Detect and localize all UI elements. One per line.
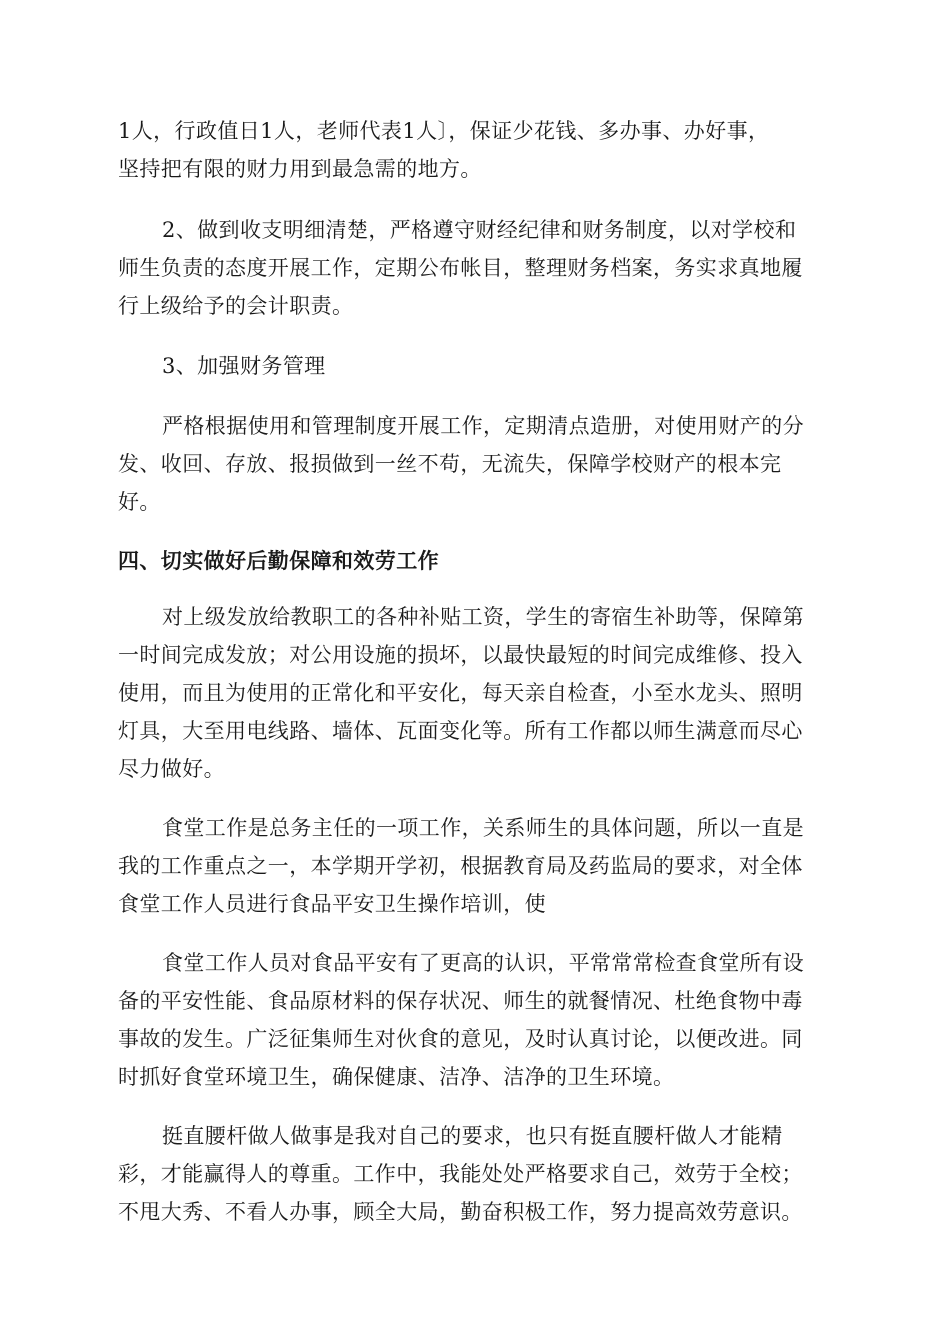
text-line: [118, 211, 833, 249]
text-line: 食堂工作人员进行食品平安卫生操作培训，使: [118, 892, 546, 916]
text-line: [118, 1117, 833, 1155]
paragraph-item-3: [118, 347, 833, 385]
text-line: [118, 347, 833, 385]
text-line: [118, 598, 833, 636]
text-line: 1人，行政值日1人，老师代表1人〕，保证少花钱、多办事、办好事，: [118, 119, 770, 143]
paragraph-personal-conduct: [118, 1117, 833, 1231]
paragraph-canteen-work: [118, 809, 833, 923]
text-line: 使用，而且为使用的正常化和平安化，每天亲自检查，小至水龙头、照明: [118, 681, 803, 705]
text-line-content: 食堂工作人员对食品平安有了更高的认识，平常常常检查食堂所有设: [162, 951, 804, 975]
paragraph-canteen-staff: [118, 944, 833, 1096]
text-line: 一时间完成发放；对公用设施的损坏，以最快最短的时间完成维修、投入: [118, 643, 803, 667]
text-line: 不甩大秀、不看人办事，顾全大局，勤奋积极工作，努力提高效劳意识。: [118, 1200, 803, 1224]
text-line: 尽力做好。: [118, 757, 225, 781]
section-heading-4: 四、切实做好后勤保障和效劳工作: [118, 549, 439, 573]
text-line-content: 3、加强财务管理: [162, 354, 326, 378]
paragraph-item-2: [118, 211, 833, 325]
text-line-content: 挺直腰杆做人做事是我对自己的要求，也只有挺直腰杆做人才能精: [162, 1124, 783, 1148]
paragraph-asset-management: [118, 407, 833, 521]
text-line: 行上级给予的会计职责。: [118, 294, 354, 318]
paragraph-subsidies-maintenance: [118, 598, 833, 788]
text-line: [118, 809, 833, 847]
text-line: 师生负责的态度开展工作，定期公布帐目，整理财务档案，务实求真地履: [118, 256, 803, 280]
text-line-content: 对上级发放给教职工的各种补贴工资，学生的寄宿生补助等，保障第: [162, 605, 804, 629]
paragraph-committee-continuation: [118, 112, 833, 188]
text-line: 备的平安性能、食品原材料的保存状况、师生的就餐情况、杜绝食物中毒: [118, 989, 803, 1013]
text-line: 事故的发生。广泛征集师生对伙食的意见，及时认真讨论，以便改进。同: [118, 1027, 803, 1051]
text-line: 灯具，大至用电线路、墙体、瓦面变化等。所有工作都以师生满意而尽心: [118, 719, 803, 743]
text-line: 我的工作重点之一，本学期开学初，根据教育局及药监局的要求，对全体: [118, 854, 803, 878]
text-line-content: 食堂工作是总务主任的一项工作，关系师生的具体问题，所以一直是: [162, 816, 804, 840]
text-line: [118, 407, 833, 445]
text-line: 好。: [118, 490, 161, 514]
text-line: 时抓好食堂环境卫生，确保健康、洁净、洁净的卫生环境。: [118, 1065, 675, 1089]
text-line: 彩，才能赢得人的尊重。工作中，我能处处严格要求自己，效劳于全校；: [118, 1162, 803, 1186]
text-line-content: 严格根据使用和管理制度开展工作，定期清点造册，对使用财产的分: [162, 414, 804, 438]
text-line-content: 2、做到收支明细清楚，严格遵守财经纪律和财务制度，以对学校和: [162, 218, 797, 242]
text-line: 坚持把有限的财力用到最急需的地方。: [118, 157, 482, 181]
text-line: [118, 944, 833, 982]
document-page: [118, 112, 833, 1231]
text-line: 发、收回、存放、报损做到一丝不苟，无流失，保障学校财产的根本完: [118, 452, 782, 476]
